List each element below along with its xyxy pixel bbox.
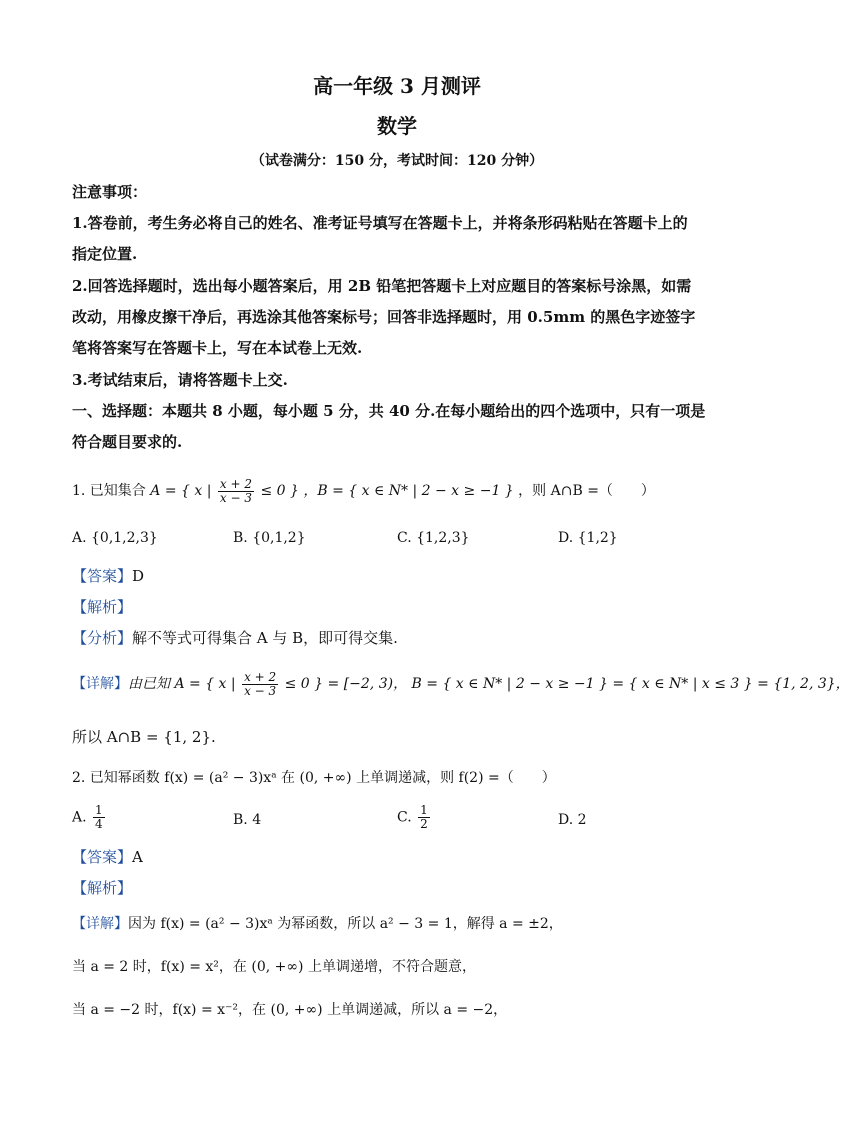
- q1-ask: ，则 A∩B =（ ）: [518, 483, 655, 499]
- q2-option-b: B. 4: [233, 812, 262, 828]
- notes-heading: 注意事项：: [72, 183, 148, 201]
- q1-answer-value: D: [132, 567, 145, 585]
- q1-detail-fraction-num: x + 2: [244, 669, 277, 684]
- q2-option-a-fraction: [93, 804, 105, 831]
- q1-answer: [72, 566, 727, 586]
- exam-info: （试卷满分：150 分，考试时间：120 分钟）: [250, 153, 544, 169]
- q2-option-a: [72, 804, 107, 831]
- note-1-line-2: 指定位置.: [72, 245, 138, 263]
- q1-detail-set-b: B = { x ∈ N* | 2 − x ≥ −1 } = { x ∈ N* | x ≤ 3 } = {1, 2, 3}，: [411, 676, 850, 692]
- q2-option-a-num: 1: [95, 803, 103, 817]
- q1-set-b: ，B = { x ∈ N* | 2 − x ≥ −1 }: [303, 483, 514, 499]
- q2-detail-3: 当 a = −2 时，f(x) = x⁻²，在 (0, +∞) 上单调递减，所以 a = −2，: [72, 1002, 508, 1018]
- q1-fraction-den: x − 3: [219, 490, 252, 505]
- q1-fenxi-text: 解不等式可得集合 A 与 B，即可得交集.: [132, 629, 398, 647]
- q2-option-c-num: 1: [420, 803, 428, 817]
- q2-answer-value: A: [132, 848, 143, 866]
- note-2-line-3: 笔将答案写在答题卡上，写在本试卷上无效.: [72, 339, 363, 357]
- q2-answer: [72, 847, 727, 867]
- note-2-line-2: 改动，用橡皮擦干净后，再选涂其他答案标号；回答非选择题时，用 0.5mm 的黑色字迹签字: [72, 308, 696, 326]
- q2-stem: 2. 已知幂函数 f(x) = (a² − 3)xᵃ 在 (0, +∞) 上单调递减，则 f(2) =（ ）: [72, 770, 556, 786]
- q2-detail-2: 当 a = 2 时，f(x) = x²，在 (0, +∞) 上单调递增，不符合题意，: [72, 959, 476, 975]
- q2-analysis-tag: 【解析】: [72, 879, 133, 897]
- note-1-line-1: 1.答卷前，考生务必将自己的姓名、准考证号填写在答题卡上，并将条形码粘贴在答题卡上的: [72, 214, 688, 232]
- q1-answer-tag: 【答案】: [72, 567, 133, 585]
- q1-detail-fraction: [242, 671, 278, 698]
- q1-prefix: 1. 已知集合: [72, 483, 146, 499]
- section-1-line-2: 符合题目要求的.: [72, 433, 183, 451]
- q1-fenxi-tag: 【分析】: [72, 629, 133, 647]
- q2-option-c-den: 2: [420, 817, 428, 831]
- q1-fenxi: [72, 628, 727, 648]
- q1-set-a-right: ≤ 0 }: [260, 483, 299, 499]
- q1-option-b: B. {0,1,2}: [233, 530, 306, 546]
- q1-detail-fraction-den: x − 3: [244, 683, 277, 698]
- q2-detail-tag: 【详解】: [72, 916, 128, 932]
- exam-title: 高一年级 3 月测评: [313, 74, 481, 98]
- q2-detail-1-text: 因为 f(x) = (a² − 3)xᵃ 为幂函数，所以 a² − 3 = 1，解得 a = ±2，: [128, 916, 563, 932]
- q2-option-c: [397, 804, 432, 831]
- q2-option-a-den: 4: [95, 817, 103, 831]
- q1-analysis-tag: 【解析】: [72, 598, 133, 616]
- q2-option-c-label: C.: [397, 809, 412, 826]
- q2-answer-tag: 【答案】: [72, 848, 133, 866]
- q1-fraction-num: x + 2: [219, 476, 252, 491]
- note-2-line-1: 2.回答选择题时，选出每小题答案后，用 2B 铅笔把答题卡上对应题目的答案标号涂黑，如需: [72, 277, 692, 295]
- q1-option-a: A. {0,1,2,3}: [72, 530, 158, 546]
- q2-option-d: D. 2: [558, 812, 587, 828]
- q1-fraction: [218, 478, 254, 505]
- q2-detail-1: [72, 914, 727, 934]
- q2-option-c-fraction: [418, 804, 430, 831]
- q1-detail-tag: 【详解】: [72, 676, 128, 692]
- q1-detail-set-a-right: ≤ 0 } = [−2, 3)，: [284, 676, 408, 692]
- q2-option-a-label: A.: [72, 809, 87, 826]
- q1-detail: [72, 668, 850, 700]
- q1-option-d: D. {1,2}: [558, 530, 618, 546]
- q1-conclusion: 所以 A∩B = {1, 2}.: [72, 728, 216, 746]
- q1-stem: [72, 475, 727, 507]
- q1-detail-set-a-left: 由已知 A = { x |: [128, 676, 236, 692]
- q1-set-a-left: A = { x |: [150, 483, 212, 499]
- section-1-line-1: 一、选择题：本题共 8 小题，每小题 5 分，共 40 分.在每小题给出的四个选项中，只有一项是: [72, 402, 706, 420]
- q1-option-c: C. {1,2,3}: [397, 530, 470, 546]
- exam-subject: 数学: [377, 114, 417, 138]
- note-3: 3.考试结束后，请将答题卡上交.: [72, 371, 288, 389]
